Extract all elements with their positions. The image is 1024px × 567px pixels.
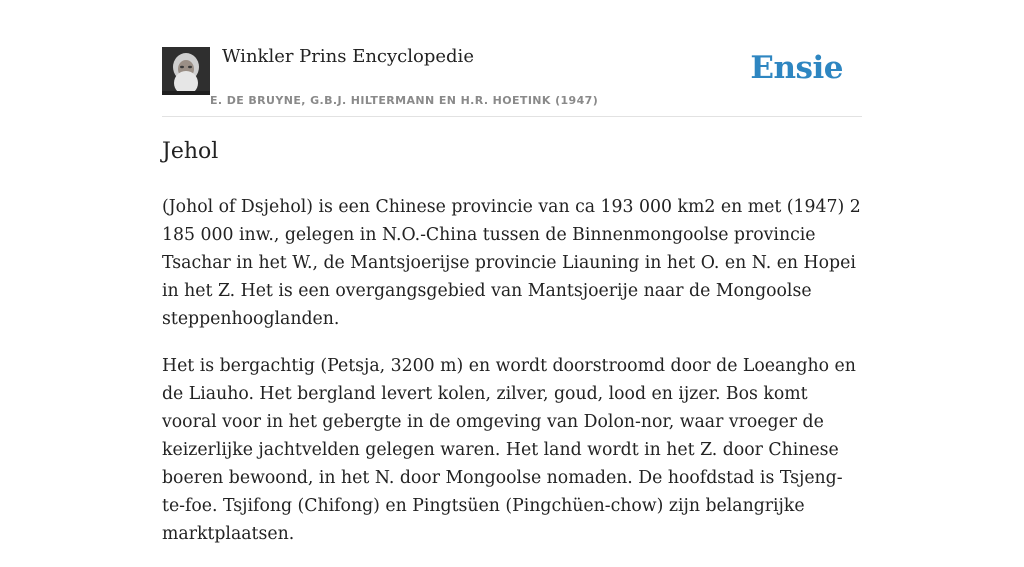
- article-paragraph: Het is bergachtig (Petsja, 3200 m) en wordt doorstroomd door de Loeangho en de Liauho. Het bergland levert kolen, zilver, goud, lood en ijzer. Bos komt vooral voor in het gebergte in de omgeving van Dolon-nor, waar vroeger de keizerlijke jachtvelden gelegen waren. Het land wordt in het Z. door Chinese boeren bewoond, in het N. door Mongoolse nomaden. De hoofdstad is Tsjeng-te-foe. Tsjifong (Chifong) en Pingtsüen (Pingchüen-chow) zijn belangrijke marktplaatsen.: [162, 356, 856, 544]
- author-avatar[interactable]: [162, 47, 210, 95]
- encyclopedia-title[interactable]: Winkler Prins Encyclopedie: [222, 46, 474, 67]
- article-body: [162, 193, 862, 567]
- article-title: Jehol: [162, 139, 219, 164]
- portrait-image: [162, 47, 210, 95]
- article-paragraph: (Johol of Dsjehol) is een Chinese provincie van ca 193 000 km2 en met (1947) 2 185 000 inw., gelegen in N.O.-China tussen de Binnenmongoolse provincie Tsachar in het W., de Mantsjoerijse provincie Liauning in het O. en N. en Hopei in het Z. Het is een overgangsgebied van Mantsjoerije naar de Mongoolse steppenhooglanden.: [162, 197, 861, 329]
- encyclopedia-header: [162, 40, 862, 117]
- authors-line: E. DE BRUYNE, G.B.J. HILTERMANN EN H.R. HOETINK (1947): [210, 94, 599, 107]
- ensie-logo-link[interactable]: Ensie: [750, 50, 843, 86]
